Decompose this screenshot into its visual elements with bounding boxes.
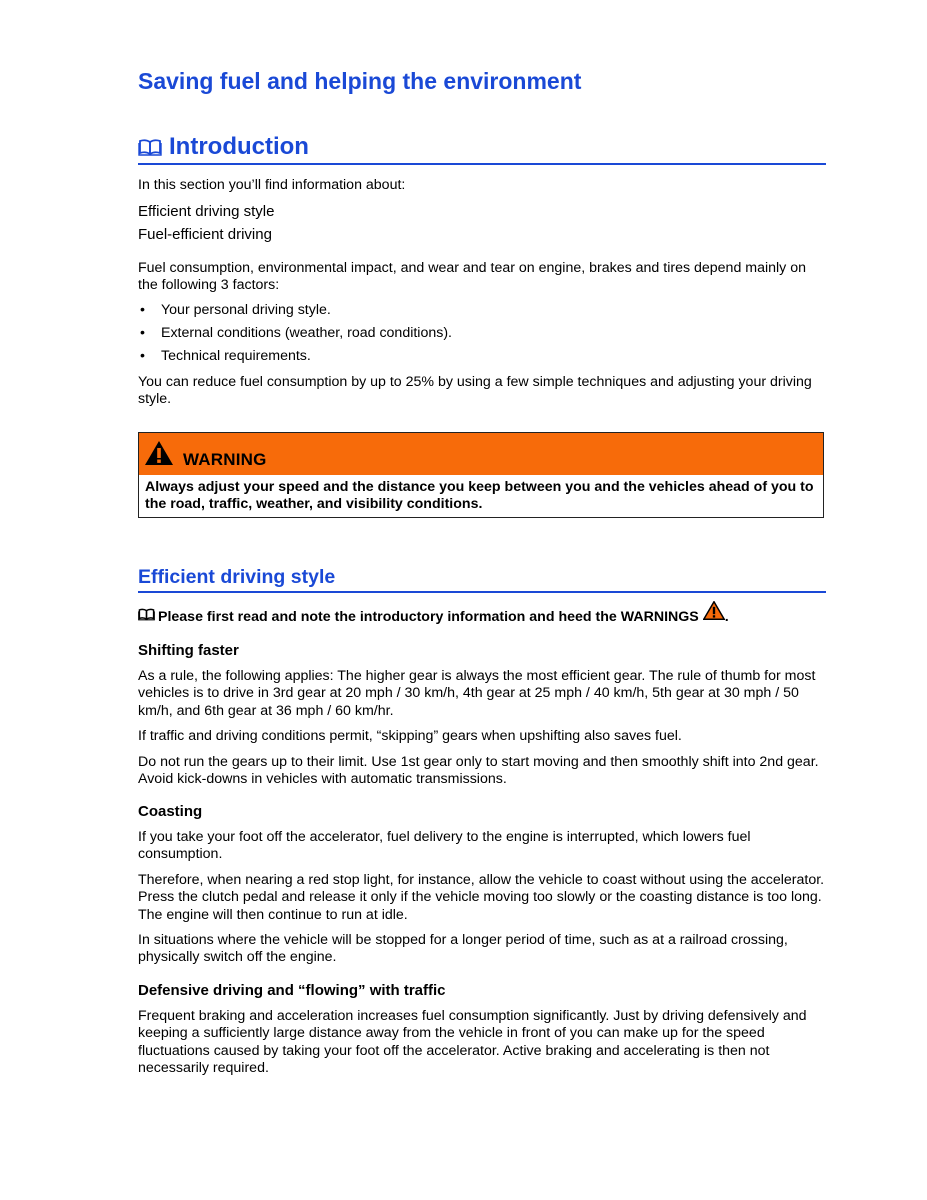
note-text: Please first read and note the introductory information and heed the WARNINGS (158, 609, 699, 625)
introduction-heading: Introduction (169, 133, 309, 160)
topic-link-efficient[interactable]: Efficient driving style (138, 203, 275, 220)
shifting-p2: If traffic and driving conditions permit, “skipping” gears when upshifting also saves fuel. (138, 728, 682, 744)
reduce-text: You can reduce fuel consumption by up to 25% by using a few simple techniques and adjusting your driving style. (138, 374, 812, 408)
coasting-title: Coasting (138, 803, 203, 820)
book-icon (138, 606, 158, 628)
bullet-dot-icon: • (140, 348, 145, 364)
page-title: Saving fuel and helping the environment (138, 68, 582, 94)
factors-list (138, 302, 826, 371)
warning-triangle-icon[interactable] (703, 601, 725, 627)
efficient-heading-bar (138, 563, 826, 593)
bullet-dot-icon: • (140, 325, 145, 341)
shifting-title: Shifting faster (138, 642, 239, 659)
warning-label: WARNING (183, 450, 267, 469)
efficient-heading: Efficient driving style (138, 566, 336, 588)
intro-note (138, 604, 826, 630)
topic-link-fuel-efficient[interactable]: Fuel-efficient driving (138, 226, 272, 243)
warning-triangle-icon (144, 440, 174, 471)
defensive-p1: Frequent braking and acceleration increases fuel consumption significantly. Just by driving defensively and keeping a sufficiently large distance away from the vehicle in front of you can make up for the speed fluctuations caused by taking your foot off the accelerator. Active braking and accelerating is then not necessarily required. (138, 1008, 807, 1076)
warning-box (138, 432, 824, 518)
warning-header (139, 433, 823, 475)
book-icon (138, 130, 163, 163)
list-item: • External conditions (weather, road conditions). (140, 325, 453, 341)
coasting-p2: Therefore, when nearing a red stop light, for instance, allow the vehicle to coast without using the accelerator. Press the clutch pedal and release it only if the vehicle moving too slowly or the coasting distance is too long. The engine will then continue to run at idle. (138, 872, 825, 923)
list-item: • Technical requirements. (140, 348, 311, 364)
defensive-title: Defensive driving and “flowing” with traffic (138, 982, 446, 999)
intro-lead: In this section you’ll find information about: (138, 177, 406, 193)
list-item: • Your personal driving style. (140, 302, 331, 318)
factors-intro: Fuel consumption, environmental impact, and wear and tear on engine, brakes and tires depend mainly on the following 3 factors: (138, 260, 806, 294)
shifting-p1: As a rule, the following applies: The higher gear is always the most efficient gear. The rule of thumb for most vehicles is to drive in 3rd gear at 20 mph / 30 km/h, 4th gear at 25 mph / 40 km/h, 5th gear at 30 mph / 50 km/h, and 6th gear at 36 mph / 60 km/hr. (138, 668, 816, 719)
shifting-p3: Do not run the gears up to their limit. Use 1st gear only to start moving and then smoothly shift into 2nd gear. Avoid kick-downs in vehicles with automatic transmissions. (138, 754, 819, 788)
note-end: . (724, 609, 729, 625)
introduction-heading-bar (138, 130, 826, 165)
coasting-p3: In situations where the vehicle will be stopped for a longer period of time, such as at a railroad crossing, physically switch off the engine. (138, 932, 788, 966)
coasting-p1: If you take your foot off the accelerator, fuel delivery to the engine is interrupted, which lowers fuel consumption. (138, 829, 751, 863)
warning-text: Always adjust your speed and the distance you keep between you and the vehicles ahead of you to the road, traffic, weather, and visibility conditions. (145, 479, 814, 512)
bullet-dot-icon: • (140, 302, 145, 318)
